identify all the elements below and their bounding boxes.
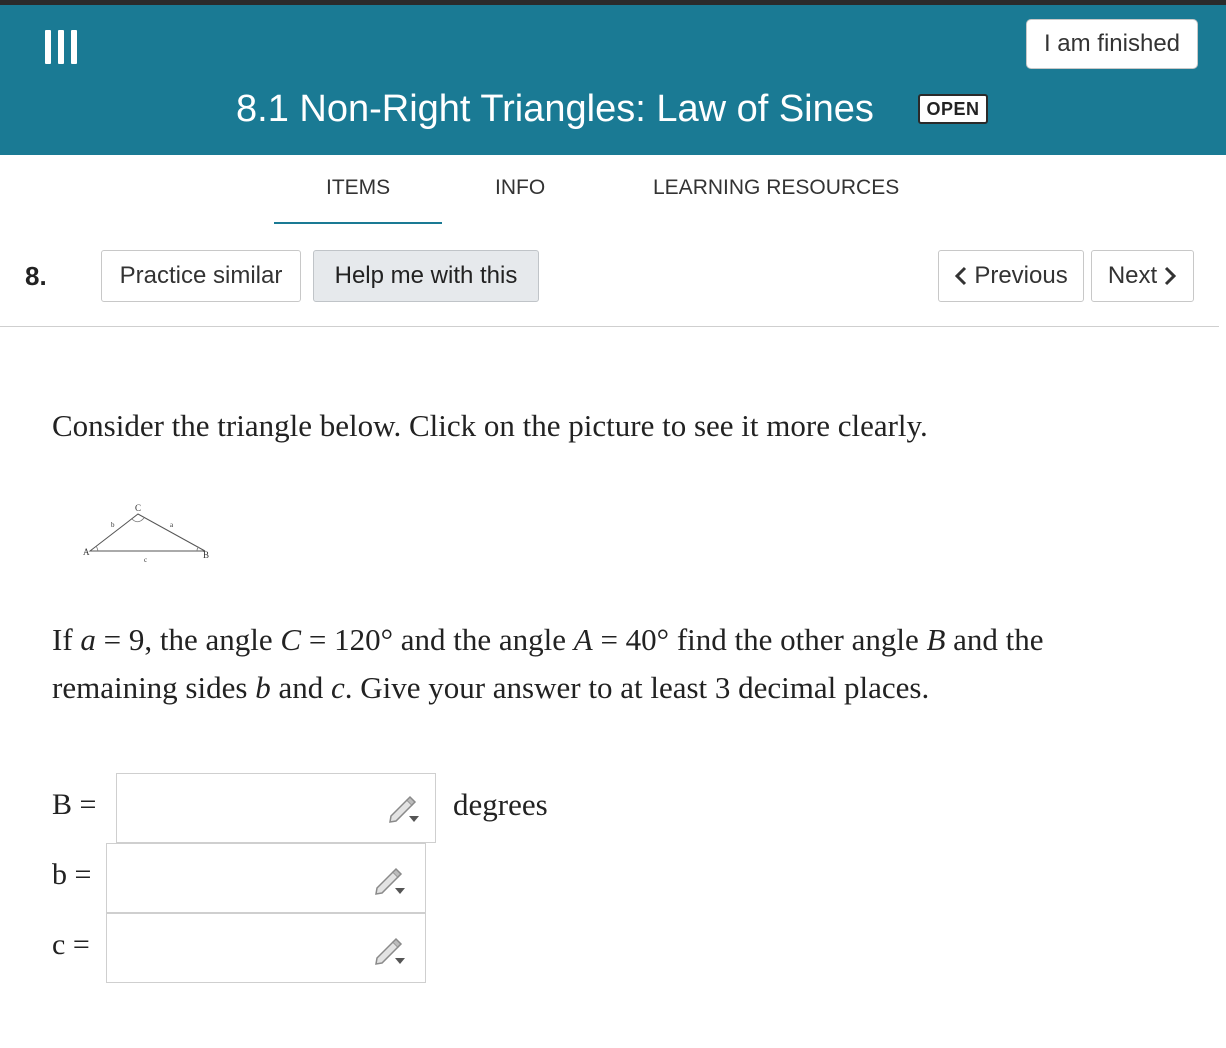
prompt-text-2: = 9, the angle	[95, 622, 281, 657]
menu-icon[interactable]	[45, 30, 79, 66]
answer-label-B: B =	[52, 788, 97, 821]
chevron-left-icon	[954, 266, 968, 286]
triangle-image[interactable]	[80, 500, 215, 566]
question-number: 8.	[25, 261, 47, 291]
tab-items[interactable]: ITEMS	[326, 176, 391, 199]
page-title: 8.1 Non-Right Triangles: Law of Sines	[236, 88, 874, 130]
answer-label-c: c =	[52, 928, 90, 961]
question-divider	[0, 326, 1219, 327]
question-prompt	[52, 616, 1172, 712]
prompt-text-7: . Give your answer to at least 3 decimal places.	[344, 670, 930, 705]
var-a: a	[80, 622, 96, 657]
prompt-text-6: and	[270, 670, 331, 705]
prompt-text-5: and the remaining sides	[52, 622, 1044, 705]
chevron-right-icon	[1163, 266, 1177, 286]
var-c: c	[330, 670, 345, 705]
status-badge: OPEN	[918, 94, 988, 124]
finish-button[interactable]: I am finished	[1026, 19, 1198, 69]
answer-label-b: b =	[52, 858, 92, 891]
side-label-a: a	[170, 521, 174, 529]
next-label: Next	[1107, 262, 1158, 289]
previous-button[interactable]	[938, 250, 1084, 302]
prompt-text-4: = 40° find the other angle	[592, 622, 927, 657]
var-B: B	[926, 622, 946, 657]
answer-box-c	[106, 913, 426, 983]
tab-learning-resources[interactable]: LEARNING RESOURCES	[653, 176, 900, 199]
answer-box-b	[106, 843, 426, 913]
vertex-label-A: A	[83, 547, 90, 557]
question-intro: Consider the triangle below. Click on the picture to see it more clearly.	[52, 408, 928, 443]
pencil-dropdown-icon[interactable]	[373, 936, 407, 966]
previous-label: Previous	[974, 262, 1068, 289]
pencil-dropdown-icon[interactable]	[387, 794, 421, 824]
vertex-label-C: C	[135, 503, 142, 513]
help-me-button[interactable]: Help me with this	[313, 250, 539, 302]
var-C: C	[280, 622, 302, 657]
answer-unit-degrees: degrees	[453, 787, 548, 822]
pencil-dropdown-icon[interactable]	[373, 866, 407, 896]
prompt-text-1: If	[52, 622, 81, 657]
side-label-b: b	[111, 521, 115, 529]
practice-similar-button[interactable]: Practice similar	[101, 250, 301, 302]
tab-info[interactable]: INFO	[495, 176, 546, 199]
active-tab-indicator	[274, 222, 442, 224]
answer-box-B	[116, 773, 436, 843]
assignment-header	[0, 5, 1226, 155]
var-A: A	[573, 622, 593, 657]
prompt-text-3: = 120° and the angle	[301, 622, 574, 657]
side-label-c: c	[144, 556, 148, 564]
var-b: b	[255, 670, 271, 705]
next-button[interactable]	[1091, 250, 1194, 302]
vertex-label-B: B	[203, 550, 210, 560]
